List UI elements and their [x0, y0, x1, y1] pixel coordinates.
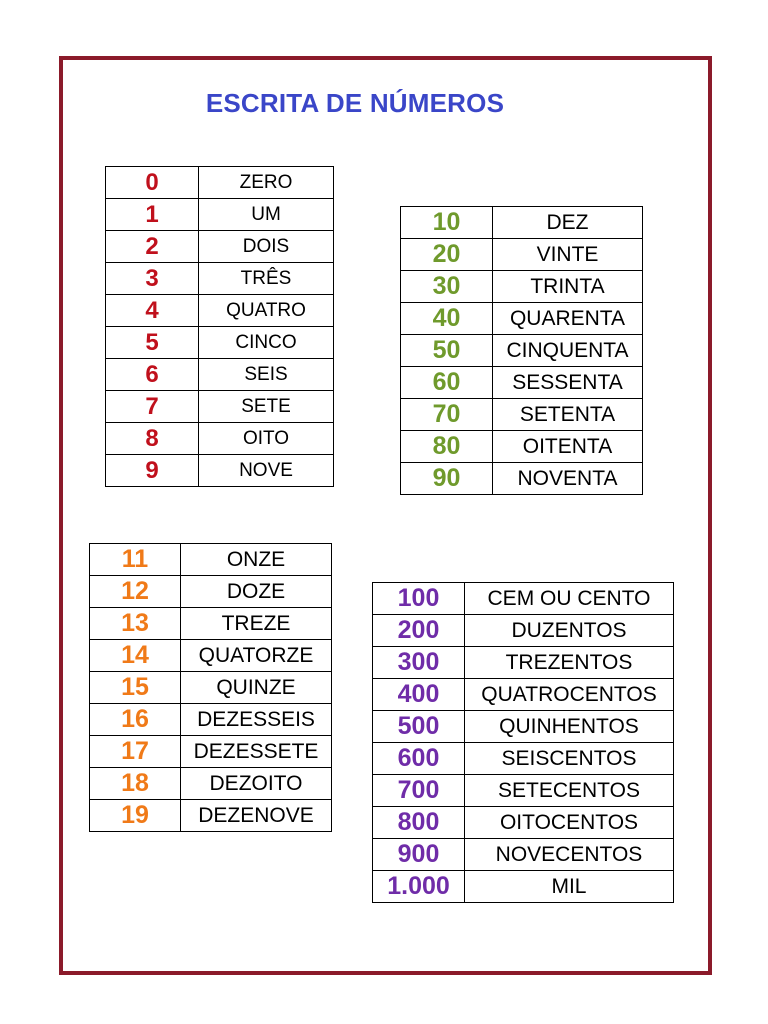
table-row	[373, 871, 674, 903]
table-row	[373, 583, 674, 615]
number-cell: 14	[90, 640, 181, 672]
word-cell: CINQUENTA	[493, 335, 643, 367]
table-row	[90, 736, 332, 768]
number-cell: 13	[90, 608, 181, 640]
word-cell: CEM OU CENTO	[465, 583, 674, 615]
table-row	[106, 327, 334, 359]
word-cell: DUZENTOS	[465, 615, 674, 647]
word-cell: CINCO	[199, 327, 334, 359]
word-cell: UM	[199, 199, 334, 231]
table-row	[90, 800, 332, 832]
table-row	[106, 423, 334, 455]
number-cell: 6	[106, 359, 199, 391]
number-cell: 1	[106, 199, 199, 231]
word-cell: NOVECENTOS	[465, 839, 674, 871]
number-cell: 90	[401, 463, 493, 495]
number-cell: 200	[373, 615, 465, 647]
table-row	[401, 303, 643, 335]
table-row	[373, 743, 674, 775]
number-cell: 40	[401, 303, 493, 335]
hundreds-table	[372, 582, 674, 903]
word-cell: QUINZE	[181, 672, 332, 704]
table-row	[106, 455, 334, 487]
word-cell: DEZESSETE	[181, 736, 332, 768]
word-cell: TRINTA	[493, 271, 643, 303]
number-cell: 700	[373, 775, 465, 807]
number-cell: 10	[401, 207, 493, 239]
number-cell: 7	[106, 391, 199, 423]
number-cell: 600	[373, 743, 465, 775]
table-row	[90, 608, 332, 640]
table-row	[373, 839, 674, 871]
table-row	[401, 335, 643, 367]
number-cell: 400	[373, 679, 465, 711]
word-cell: SEIS	[199, 359, 334, 391]
table-row	[373, 679, 674, 711]
page-title: ESCRITA DE NÚMEROS	[205, 88, 505, 118]
word-cell: TREZE	[181, 608, 332, 640]
number-cell: 30	[401, 271, 493, 303]
number-cell: 11	[90, 544, 181, 576]
word-cell: QUATRO	[199, 295, 334, 327]
number-cell: 19	[90, 800, 181, 832]
number-cell: 900	[373, 839, 465, 871]
table-row	[401, 239, 643, 271]
table-row	[106, 263, 334, 295]
word-cell: DOZE	[181, 576, 332, 608]
number-cell: 15	[90, 672, 181, 704]
table-row	[373, 711, 674, 743]
table-row	[373, 807, 674, 839]
word-cell: ONZE	[181, 544, 332, 576]
number-cell: 9	[106, 455, 199, 487]
number-cell: 2	[106, 231, 199, 263]
number-cell: 5	[106, 327, 199, 359]
word-cell: QUATROCENTOS	[465, 679, 674, 711]
tens-table	[400, 206, 643, 495]
word-cell: QUARENTA	[493, 303, 643, 335]
table-row	[373, 775, 674, 807]
number-cell: 500	[373, 711, 465, 743]
number-cell: 4	[106, 295, 199, 327]
word-cell: QUATORZE	[181, 640, 332, 672]
table-row	[90, 544, 332, 576]
word-cell: VINTE	[493, 239, 643, 271]
table-row	[401, 431, 643, 463]
table-row	[106, 359, 334, 391]
number-cell: 1.000	[373, 871, 465, 903]
table-row	[401, 399, 643, 431]
table-row	[401, 207, 643, 239]
number-cell: 50	[401, 335, 493, 367]
word-cell: DEZESSEIS	[181, 704, 332, 736]
word-cell: MIL	[465, 871, 674, 903]
number-cell: 20	[401, 239, 493, 271]
table-row	[373, 647, 674, 679]
number-cell: 60	[401, 367, 493, 399]
word-cell: ZERO	[199, 167, 334, 199]
word-cell: SETENTA	[493, 399, 643, 431]
table-row	[106, 199, 334, 231]
number-cell: 70	[401, 399, 493, 431]
units-table	[105, 166, 334, 487]
teens-table	[89, 543, 332, 832]
table-row	[106, 231, 334, 263]
word-cell: TRÊS	[199, 263, 334, 295]
table-row	[401, 271, 643, 303]
word-cell: DEZENOVE	[181, 800, 332, 832]
table-row	[90, 768, 332, 800]
number-cell: 17	[90, 736, 181, 768]
number-cell: 12	[90, 576, 181, 608]
table-row	[401, 463, 643, 495]
number-cell: 16	[90, 704, 181, 736]
number-cell: 800	[373, 807, 465, 839]
table-row	[106, 295, 334, 327]
word-cell: SETE	[199, 391, 334, 423]
word-cell: SETECENTOS	[465, 775, 674, 807]
table-row	[106, 391, 334, 423]
number-cell: 300	[373, 647, 465, 679]
table-row	[90, 672, 332, 704]
word-cell: NOVENTA	[493, 463, 643, 495]
word-cell: SEISCENTOS	[465, 743, 674, 775]
word-cell: OITOCENTOS	[465, 807, 674, 839]
word-cell: TREZENTOS	[465, 647, 674, 679]
word-cell: DEZOITO	[181, 768, 332, 800]
number-cell: 0	[106, 167, 199, 199]
table-row	[373, 615, 674, 647]
word-cell: OITENTA	[493, 431, 643, 463]
table-row	[401, 367, 643, 399]
number-cell: 18	[90, 768, 181, 800]
word-cell: SESSENTA	[493, 367, 643, 399]
table-row	[90, 576, 332, 608]
number-cell: 80	[401, 431, 493, 463]
word-cell: QUINHENTOS	[465, 711, 674, 743]
table-row	[90, 640, 332, 672]
word-cell: DEZ	[493, 207, 643, 239]
number-cell: 100	[373, 583, 465, 615]
table-row	[106, 167, 334, 199]
word-cell: NOVE	[199, 455, 334, 487]
word-cell: OITO	[199, 423, 334, 455]
number-cell: 8	[106, 423, 199, 455]
table-row	[90, 704, 332, 736]
word-cell: DOIS	[199, 231, 334, 263]
number-cell: 3	[106, 263, 199, 295]
